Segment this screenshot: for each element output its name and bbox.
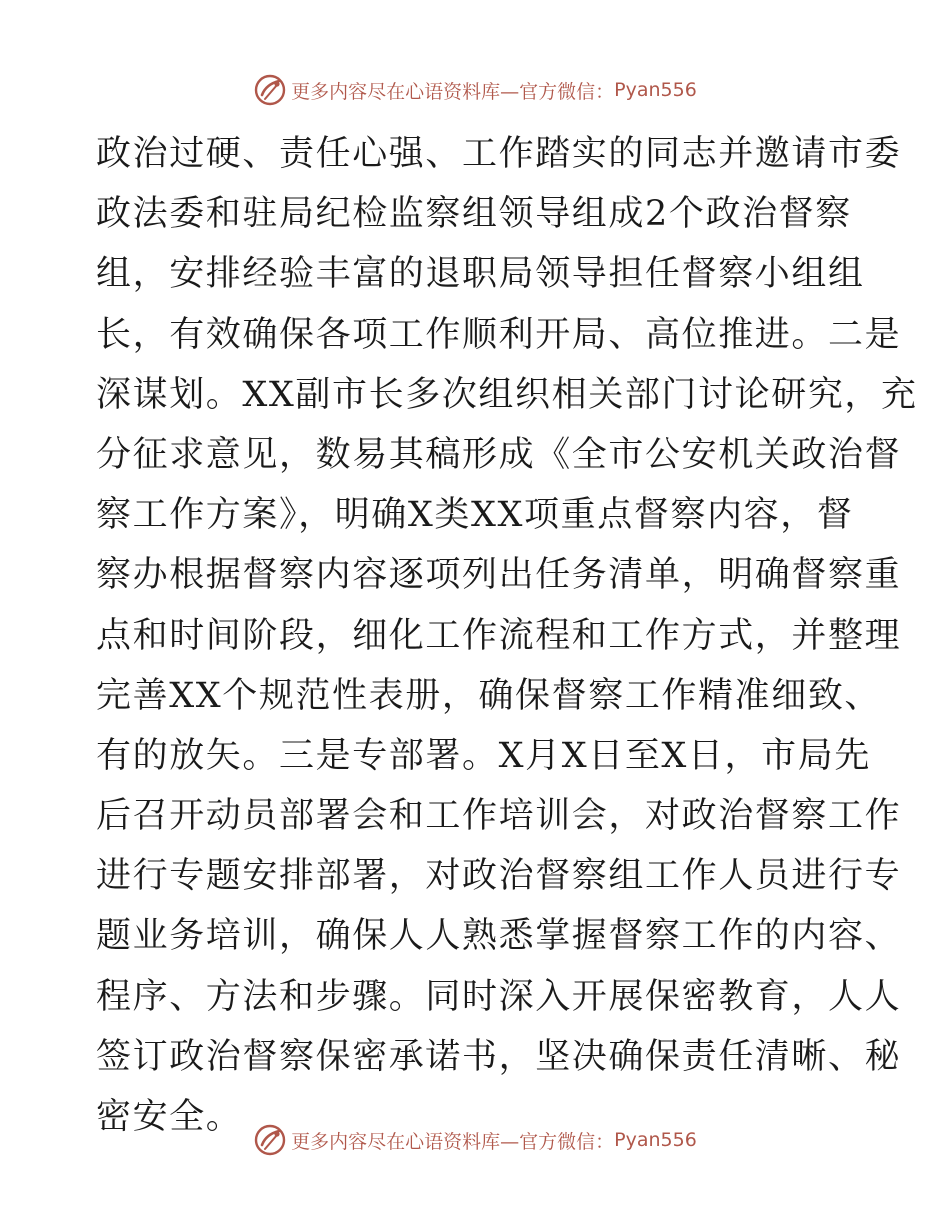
body-line: 进行专题安排部署，对政治督察组工作人员进行专 — [96, 856, 902, 897]
brand-logo-icon — [253, 73, 287, 107]
body-line: 密安全。 — [96, 1097, 243, 1137]
body-line: 分征求意见，数易其稿形成《全市公安机关政治督 — [96, 434, 902, 475]
body-line: 政法委和驻局纪检监察组领导组成2个政治督察 — [96, 194, 852, 235]
body-line: 察工作方案》，明确X类XX项重点督察内容，督 — [96, 495, 854, 536]
body-line: 长，有效确保各项工作顺利开局、高位推进。二是 — [96, 314, 902, 355]
header-banner — [0, 70, 950, 110]
header-wechat-id: Pyan556 — [614, 79, 697, 101]
body-line: 政治过硬、责任心强、工作踏实的同志并邀请市委 — [96, 134, 902, 174]
body-line: 有的放矢。三是专部署。X月X日至X日，市局先 — [96, 735, 871, 776]
brand-logo-icon — [253, 1123, 287, 1157]
header-banner-text: 更多内容尽在心语资料库—官方微信： — [291, 80, 615, 103]
body-line: 组，安排经验丰富的退职局领导担任督察小组组 — [96, 254, 865, 295]
body-line: 签订政治督察保密承诺书，坚决确保责任清晰、秘 — [96, 1036, 902, 1077]
body-line: 点和时间阶段，细化工作流程和工作方式，并整理 — [96, 615, 902, 656]
body-line: 察办根据督察内容逐项列出任务清单，明确督察重 — [96, 555, 902, 596]
footer-wechat-id: Pyan556 — [614, 1129, 697, 1151]
body-line: 程序、方法和步骤。同时深入开展保密教育，人人 — [96, 976, 902, 1017]
body-line: 后召开动员部署会和工作培训会，对政治督察工作 — [96, 796, 902, 837]
body-line: 题业务培训，确保人人熟悉掌握督察工作的内容、 — [96, 916, 902, 957]
body-line: 深谋划。XX副市长多次组织相关部门讨论研究，充 — [96, 374, 918, 415]
document-body — [96, 124, 918, 1147]
footer-banner-text: 更多内容尽在心语资料库—官方微信： — [291, 1130, 615, 1153]
footer-banner — [0, 1120, 950, 1160]
body-line: 完善XX个规范性表册，确保督察工作精准细致、 — [96, 675, 882, 716]
